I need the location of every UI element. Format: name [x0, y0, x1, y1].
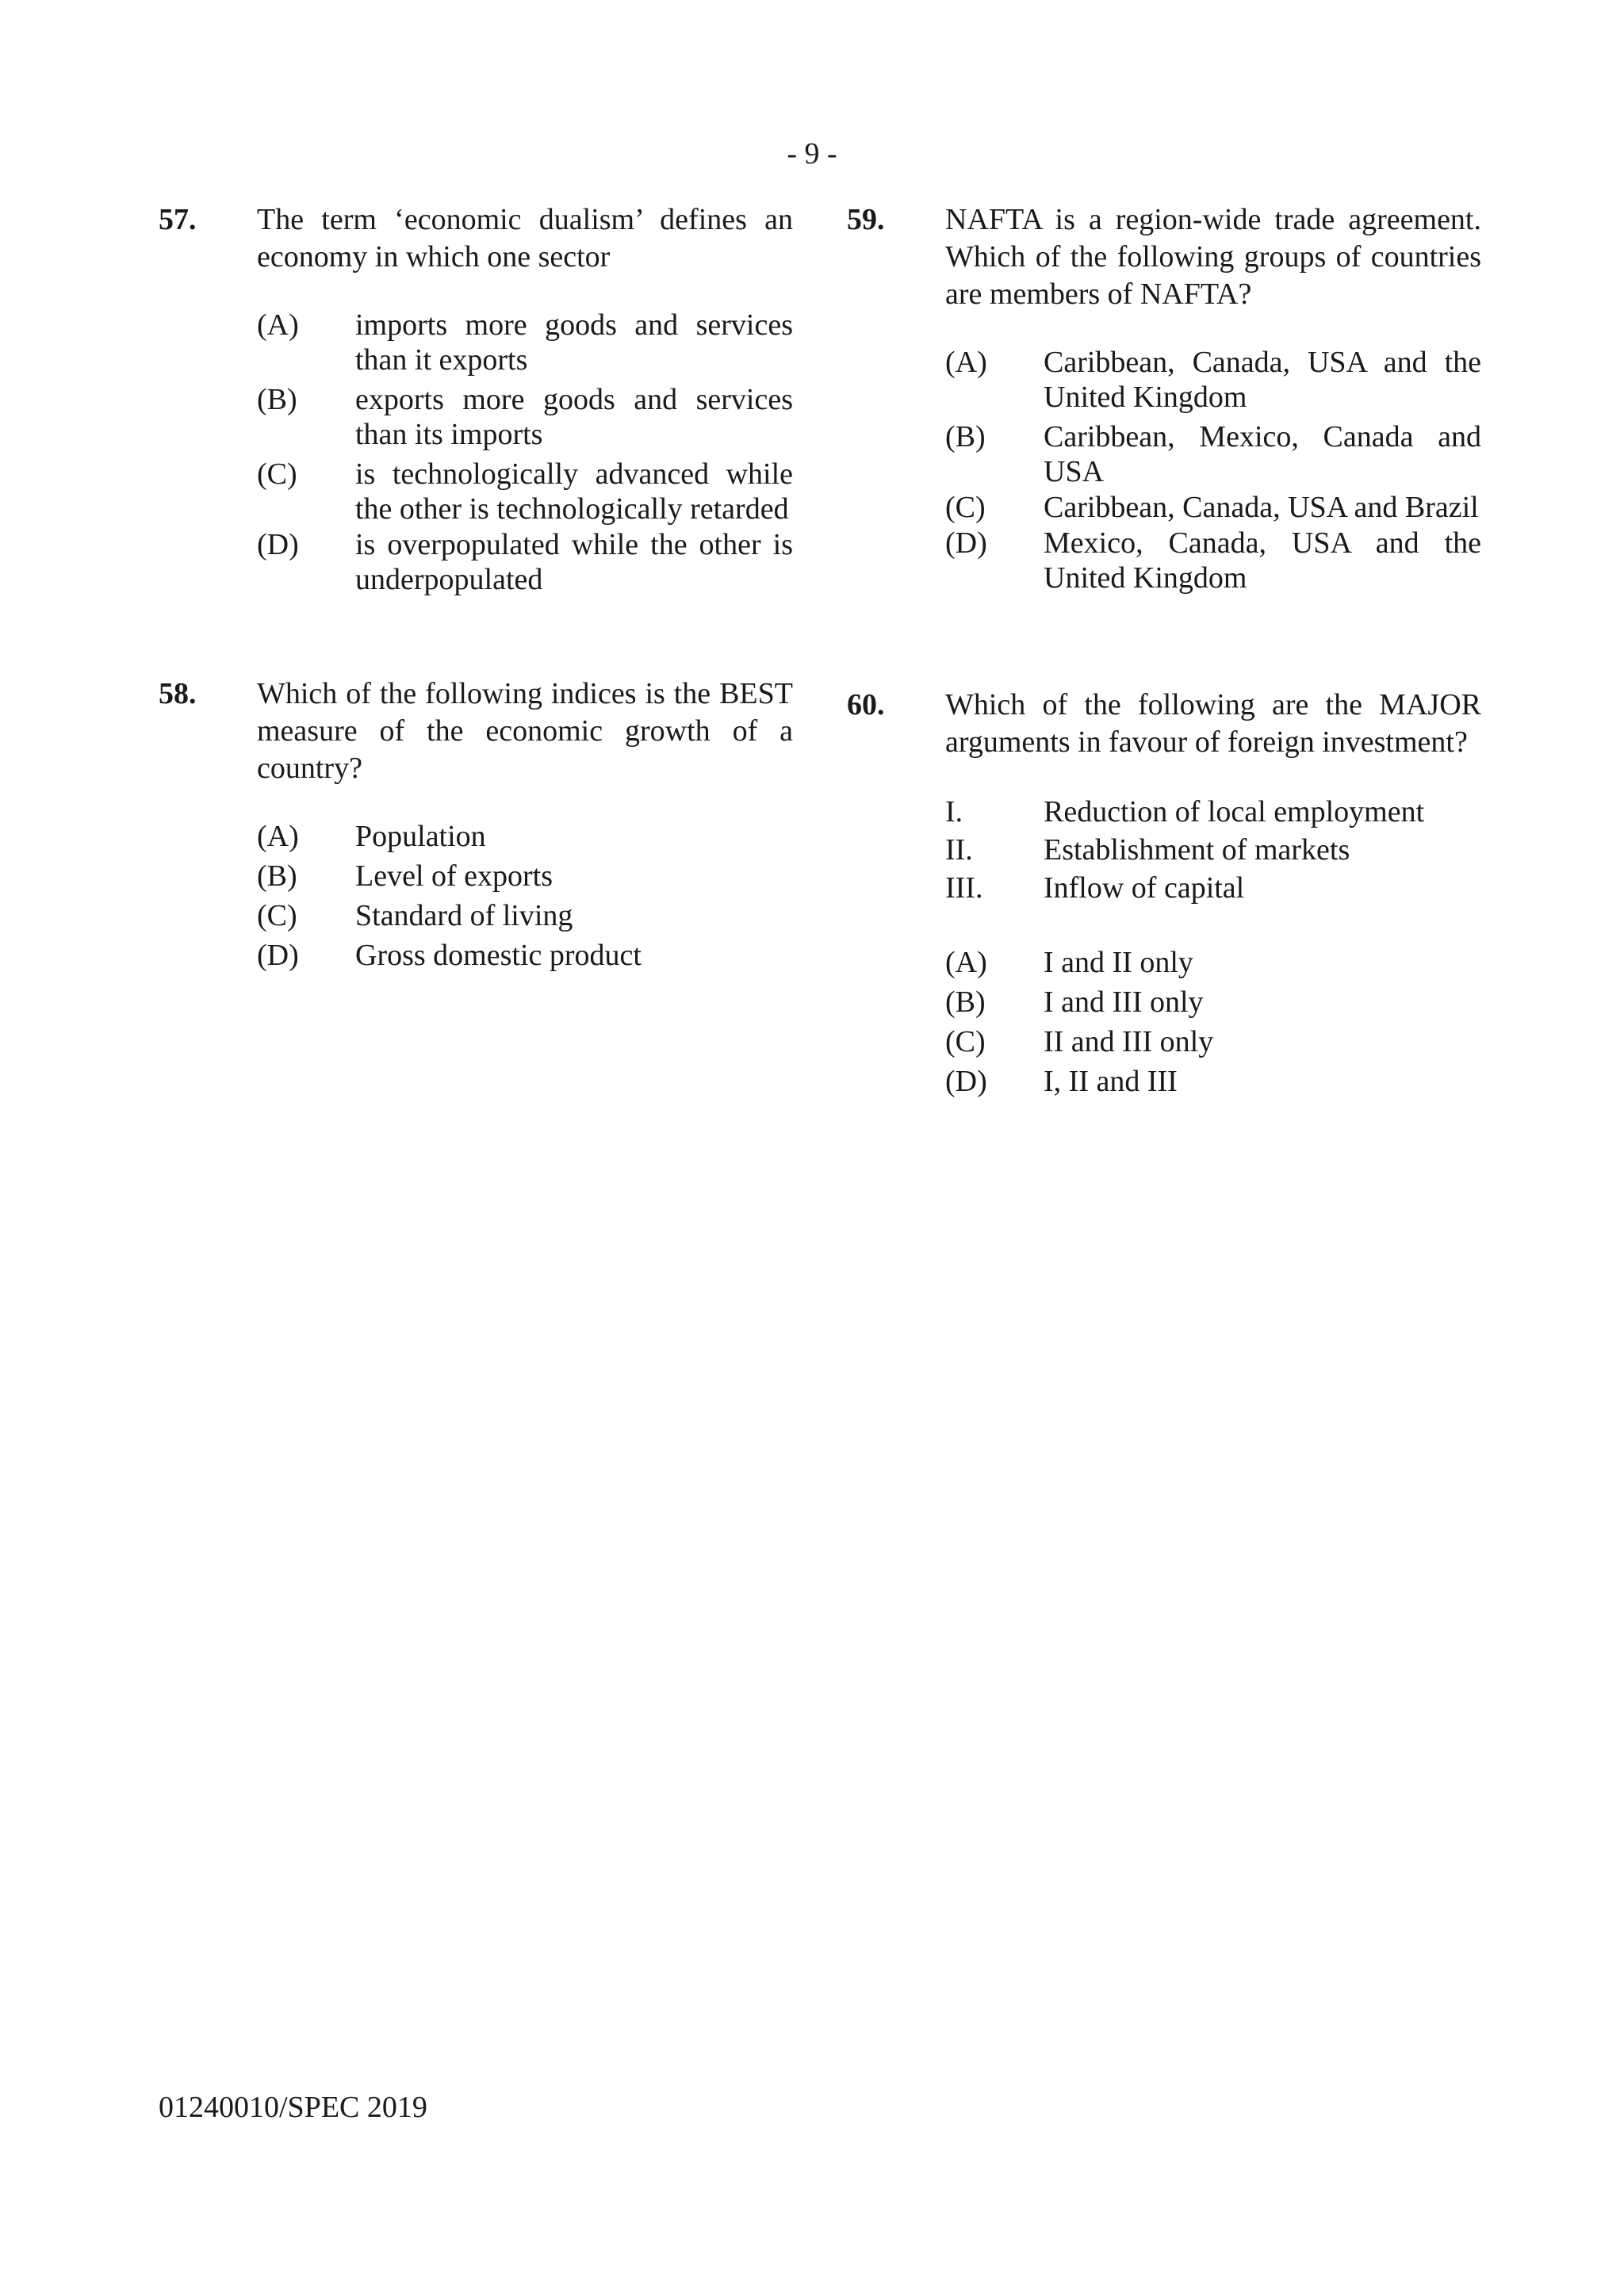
option-text: Caribbean, Canada, USA and the United Kingdom [1044, 346, 1481, 414]
option-text: is technologically advanced while the other is technologically retarded [355, 457, 793, 526]
option-label: (A) [945, 946, 987, 979]
question-text: NAFTA is a region-wide trade agreement. Which of the following groups of countries are members of NAFTA? [945, 203, 1481, 311]
option-label: (A) [257, 308, 299, 342]
statement-label: II. [945, 833, 973, 867]
option-label: (D) [257, 939, 299, 972]
option-c [257, 457, 793, 526]
question-text: The term ‘economic dualism’ defines an economy in which one sector [257, 203, 793, 274]
statement-text: Inflow of capital [1044, 871, 1245, 905]
statement-text: Establishment of markets [1044, 833, 1350, 867]
option-text: I and II only [1044, 946, 1193, 979]
option-b [945, 419, 1481, 489]
option-label: (C) [257, 899, 297, 932]
option-text: imports more goods and services than it exports [355, 308, 793, 377]
option-a [945, 945, 1481, 980]
statement-i [945, 793, 1481, 831]
option-text: I and III only [1044, 985, 1204, 1019]
option-label: (A) [257, 820, 299, 853]
option-label: (C) [945, 1025, 986, 1058]
option-label: (C) [257, 457, 297, 491]
statement-ii [945, 831, 1481, 869]
option-label: (C) [945, 491, 986, 524]
page-number: - 9 - [787, 137, 837, 170]
option-label: (D) [945, 526, 987, 560]
answer-options [257, 819, 793, 973]
question-text: Which of the following are the MAJOR arguments in favour of foreign investment? [945, 688, 1481, 759]
option-d [257, 527, 793, 597]
option-c [945, 1024, 1481, 1059]
option-text: is overpopulated while the other is underpopulated [355, 528, 793, 596]
option-label: (B) [257, 383, 297, 416]
option-text: Standard of living [355, 899, 573, 932]
option-text: Gross domestic product [355, 939, 642, 972]
option-label: (B) [945, 985, 986, 1019]
statement-label: III. [945, 871, 983, 905]
option-label: (B) [257, 859, 297, 893]
option-a [257, 308, 793, 377]
question-number: 59. [847, 203, 885, 236]
option-text: II and III only [1044, 1025, 1214, 1058]
option-d [257, 938, 793, 973]
option-text: Population [355, 820, 486, 853]
option-b [257, 859, 793, 894]
statement-label: I. [945, 795, 963, 828]
statement-iii [945, 869, 1481, 907]
option-c [257, 898, 793, 933]
answer-options [257, 308, 793, 597]
option-text: exports more goods and services than its imports [355, 383, 793, 451]
option-label: (D) [257, 528, 299, 561]
option-label: (B) [945, 420, 986, 453]
option-b [945, 985, 1481, 1020]
answer-options [945, 345, 1481, 595]
option-d [945, 526, 1481, 595]
option-text: Caribbean, Canada, USA and Brazil [1044, 491, 1479, 524]
question-number: 57. [159, 203, 197, 236]
statement-list [945, 793, 1481, 907]
option-c [945, 490, 1481, 525]
question-number: 60. [847, 688, 885, 721]
option-label: (D) [945, 1065, 987, 1098]
option-text: I, II and III [1044, 1065, 1178, 1098]
option-text: Level of exports [355, 859, 553, 893]
option-label: (A) [945, 346, 987, 379]
option-d [945, 1064, 1481, 1099]
footer-code: 01240010/SPEC 2019 [159, 2091, 427, 2124]
option-b [257, 382, 793, 452]
question-text: Which of the following indices is the BEST measure of the economic growth of a country? [257, 677, 793, 785]
statement-text: Reduction of local employment [1044, 795, 1425, 828]
option-a [257, 819, 793, 854]
question-number: 58. [159, 677, 197, 710]
option-text: Mexico, Canada, USA and the United Kingdom [1044, 526, 1481, 595]
answer-options [945, 945, 1481, 1099]
option-text: Caribbean, Mexico, Canada and USA [1044, 420, 1481, 488]
option-a [945, 345, 1481, 415]
